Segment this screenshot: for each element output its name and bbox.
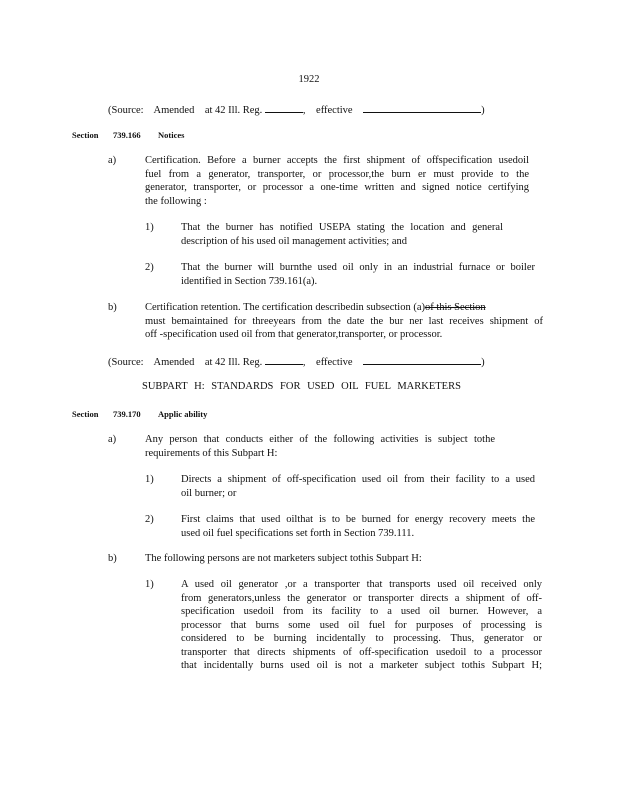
subpart-heading: SUBPART H: STANDARDS FOR USED OIL FUEL MARKETERS bbox=[142, 381, 461, 392]
reg-blank bbox=[265, 102, 303, 113]
source-comma: , bbox=[302, 357, 306, 368]
text-line: First claims that used oilthat is to be burned for energy recovery meets the bbox=[181, 514, 535, 525]
source-note bbox=[108, 354, 528, 370]
subsection-marker: b) bbox=[108, 553, 117, 564]
text-line: used oil fuel specifications set forth in Section 739.111. bbox=[181, 527, 415, 539]
text-line: Directs a shipment of off-specification used oil from their facility to a used bbox=[181, 474, 535, 485]
text-line: Certification. Before a burner accepts the first shipment of offspecification usedoil bbox=[145, 155, 529, 166]
section-label: Section bbox=[72, 409, 99, 419]
section-number: 739.166 bbox=[113, 130, 141, 140]
section-number: 739.170 bbox=[113, 409, 141, 419]
struck-text: of this Section bbox=[425, 302, 486, 313]
page-number: 1922 bbox=[298, 74, 320, 85]
item-a1-text bbox=[181, 221, 503, 248]
subsection-a-text bbox=[145, 154, 529, 208]
text-line: requirements of this Subpart H: bbox=[145, 447, 278, 459]
subsection-marker: b) bbox=[108, 302, 117, 313]
subsection-a-text bbox=[145, 433, 495, 460]
item-a1-text bbox=[181, 473, 535, 500]
text-line: A used oil generator ,or a transporter that transports used oil received only bbox=[181, 579, 542, 590]
item-a2-text bbox=[181, 513, 535, 540]
source-close: ) bbox=[481, 357, 485, 368]
section-title: Notices bbox=[158, 130, 185, 140]
effective-blank bbox=[363, 102, 481, 113]
text-line: oil burner; or bbox=[181, 487, 237, 499]
source-amended: Amended bbox=[153, 105, 195, 116]
subsection-b-text bbox=[145, 552, 505, 566]
source-prefix: (Source: bbox=[108, 357, 144, 368]
text-line: transporter that directs shipments of off-specification usedoil to a processor bbox=[181, 646, 542, 658]
text-line: considered to be burning incidentally to processing. Thus, generator or bbox=[181, 633, 542, 644]
section-label: Section bbox=[72, 130, 99, 140]
item-marker: 1) bbox=[145, 474, 154, 485]
text-line: generator, transporter, or processor a one-time written and signed notice certifying bbox=[145, 182, 529, 193]
source-note bbox=[108, 102, 528, 118]
source-effective: effective bbox=[316, 357, 353, 368]
text-line: description of his used oil management activities; and bbox=[181, 235, 407, 247]
item-marker: 2) bbox=[145, 262, 154, 273]
text-line: Any person that conducts either of the following activities is subject tothe bbox=[145, 434, 495, 445]
text-line: that incidentally burns used oil is not a marketer subject tothis Subpart H; bbox=[181, 660, 542, 671]
item-b1-text bbox=[181, 578, 542, 673]
source-prefix: (Source: bbox=[108, 105, 144, 116]
text-line: must bemaintained for threeyears from the date the bur ner last receives shipment of bbox=[145, 315, 543, 327]
retention-text: Certification retention. The certification describedin subsection (a) bbox=[145, 302, 425, 313]
source-comma: , bbox=[302, 105, 306, 116]
effective-blank bbox=[363, 354, 481, 365]
source-reg: at 42 Ill. Reg. bbox=[204, 105, 263, 116]
item-marker: 1) bbox=[145, 222, 154, 233]
source-close: ) bbox=[481, 105, 485, 116]
text-line: specification usedoil from its facility to a used oil burner. However, a bbox=[181, 606, 542, 617]
source-effective: effective bbox=[316, 105, 353, 116]
text-line: from generators,unless the generator or transporter directs a shipment of off- bbox=[181, 592, 542, 604]
text-line bbox=[145, 301, 535, 315]
subsection-marker: a) bbox=[108, 155, 117, 166]
item-marker: 1) bbox=[145, 579, 154, 590]
subsection-b-text bbox=[145, 301, 543, 342]
text-line: processor that burns some used oil fuel for purposes of processing is bbox=[181, 619, 542, 631]
reg-blank bbox=[265, 354, 303, 365]
item-a2-text bbox=[181, 261, 535, 288]
text-line: identified in Section 739.161(a). bbox=[181, 275, 318, 287]
subsection-marker: a) bbox=[108, 434, 117, 445]
text-line: That the burner will burnthe used oil only in an industrial furnace or boiler bbox=[181, 262, 535, 273]
section-title: Applic ability bbox=[158, 409, 208, 419]
text-line: The following persons are not marketers subject tothis Subpart H: bbox=[145, 553, 422, 564]
source-reg: at 42 Ill. Reg. bbox=[204, 357, 263, 368]
text-line: That the burner has notified USEPA stating the location and general bbox=[181, 222, 503, 233]
source-amended: Amended bbox=[153, 357, 195, 368]
text-line: fuel from a generator, transporter, or processor,the burn er must provide to the bbox=[145, 168, 529, 180]
text-line: off -specification used oil from that generator,transporter, or processor. bbox=[145, 329, 443, 340]
item-marker: 2) bbox=[145, 514, 154, 525]
text-line: the following : bbox=[145, 195, 207, 207]
